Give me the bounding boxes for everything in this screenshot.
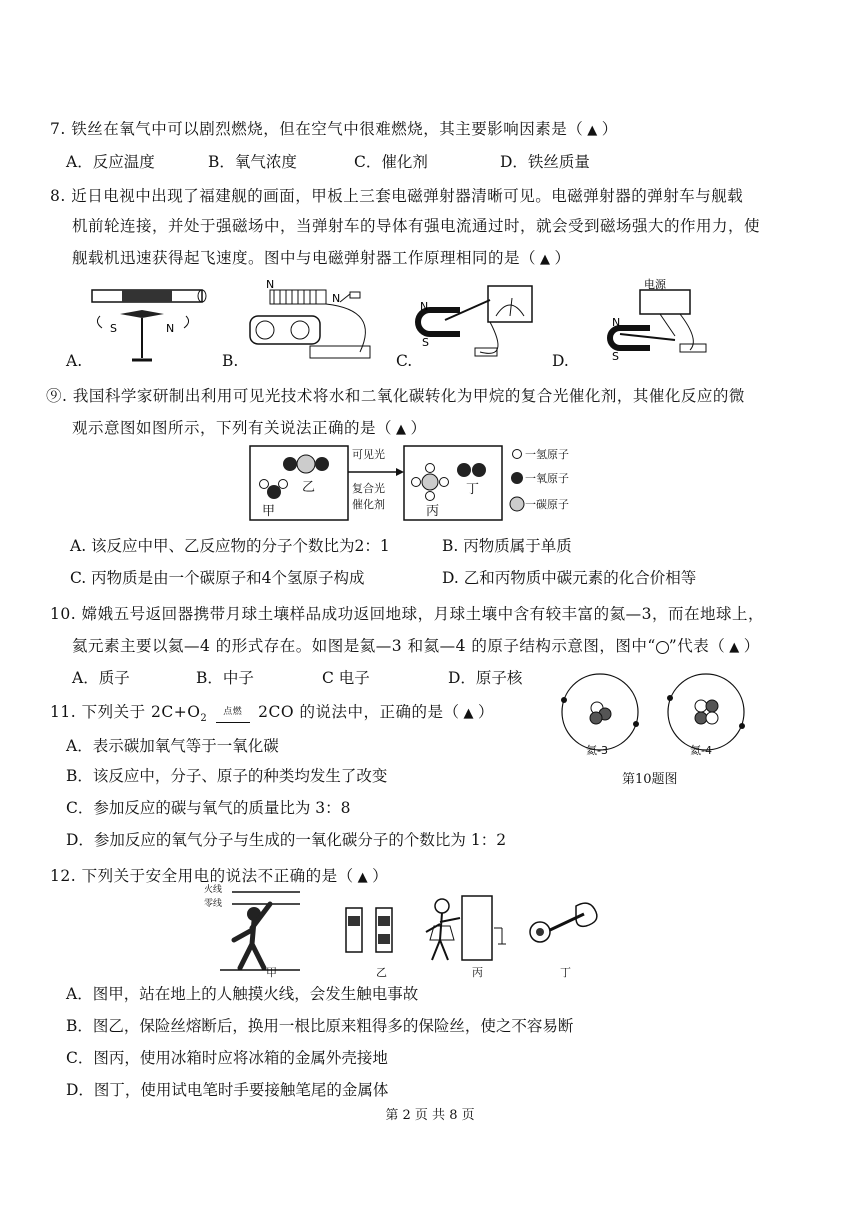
q8-fig-a-n-label: N xyxy=(166,322,175,335)
q10-close: ） xyxy=(743,637,760,655)
open-circle-icon xyxy=(656,641,669,654)
q9-line2 xyxy=(72,416,427,438)
q8-fig-b-n-label: N xyxy=(266,278,275,291)
q10-fig-caption: 第10题图 xyxy=(622,772,678,787)
q8-close: ） xyxy=(554,249,571,267)
q7-close: ） xyxy=(601,120,618,138)
q12-zero-label: 零线 xyxy=(204,899,223,909)
q12-option-a: A．图甲，站在地上的人触摸火线，会发生触电事故 xyxy=(66,985,419,1003)
fuse-box-icon xyxy=(346,908,392,952)
q10-line2 xyxy=(72,634,760,656)
q10-line2a-text: 氦元素主要以氦—4 的形式存在。如图是氦—3 和氦—4 的原子结构示意图，图中“ xyxy=(72,637,656,655)
q12-ding-label: 丁 xyxy=(560,966,571,979)
q12-option-c: C．图丙，使用冰箱时应将冰箱的金属外壳接地 xyxy=(66,1049,388,1067)
helium-4-atom-icon xyxy=(667,674,745,750)
q12-bing-label: 丙 xyxy=(472,966,483,979)
q9-catalyst-2: 复合光 xyxy=(352,482,385,495)
q9-legend-o: 一氧原子 xyxy=(525,472,569,485)
q8-fig-label-b: B. xyxy=(222,352,239,370)
answer-mark-icon: ▲ xyxy=(463,706,475,721)
q9-catalyst-3: 催化剂 xyxy=(352,498,385,511)
q7-stem xyxy=(50,117,618,139)
q10-option-c: C 电子 xyxy=(322,669,370,687)
q9-legend-c: 一碳原子 xyxy=(525,498,569,511)
q8-fig-label-a: A. xyxy=(66,352,83,370)
q12-option-d: D．图丁，使用试电笔时手要接触笔尾的金属体 xyxy=(66,1081,389,1099)
answer-mark-icon: ▲ xyxy=(540,252,551,267)
q11-option-a: A．表示碳加氧气等于一氧化碳 xyxy=(66,737,279,755)
q12-yi-label: 乙 xyxy=(376,966,387,979)
q11-option-d: D．参加反应的氧气分子与生成的一氧化碳分子的个数比为 1：2 xyxy=(66,831,507,849)
helium-3-atom-icon xyxy=(561,674,639,750)
q8-fig-c-galvanometer-icon xyxy=(418,286,532,356)
page-footer: 第 2 页 共 8 页 xyxy=(385,1108,475,1123)
q7-option-c: C．催化剂 xyxy=(354,153,428,171)
q11-condition: 点燃 xyxy=(223,706,243,717)
q9-jia-label: 甲 xyxy=(262,504,276,519)
q9-legend-h: 一氢原子 xyxy=(525,448,569,461)
q12-close: ） xyxy=(372,867,389,885)
q8-line2: 机前轮连接，并处于强磁场中，当弹射车的导体有强电流通过时，就会受到磁场强大的作用力，使 xyxy=(72,217,761,235)
q11-option-c: C．参加反应的碳与氧气的质量比为 3：8 xyxy=(66,799,351,817)
q8-fig-label-c: C. xyxy=(396,352,413,370)
q8-fig-d-s-label: S xyxy=(612,350,619,363)
q9-option-c: C. 丙物质是由一个碳原子和4个氢原子构成 xyxy=(70,569,365,587)
q9-ding-label: 丁 xyxy=(466,482,480,497)
q11-condition-arrow xyxy=(216,704,250,723)
q8-fig-d-n-label: N xyxy=(612,316,621,329)
q9-catalyst-1: 可见光 xyxy=(352,448,385,461)
q11-close: ） xyxy=(478,703,495,721)
q9-line2-text: 观示意图如图所示，下列有关说法正确的是（ xyxy=(72,419,393,437)
q10-option-a: A．质子 xyxy=(72,669,130,687)
q12-safety-figures xyxy=(204,884,624,974)
q7-option-a: A．反应温度 xyxy=(66,153,155,171)
q9-yi-label: 乙 xyxy=(302,480,316,495)
q11-stem xyxy=(50,700,494,724)
answer-mark-icon: ▲ xyxy=(587,123,598,138)
q12-option-b: B．图乙，保险丝熔断后，换用一根比原来粗得多的保险丝，使之不容易断 xyxy=(66,1017,574,1035)
q8-fig-c-n-label: N xyxy=(420,300,429,313)
q7-option-d: D．铁丝质量 xyxy=(500,153,590,171)
q10-option-d: D．原子核 xyxy=(448,669,523,687)
person-touching-wire-icon xyxy=(220,892,300,970)
q10-he4-label: 氦-4 xyxy=(690,744,712,757)
q9-line1: ⑨. 我国科学家研制出利用可见光技术将水和二氧化碳转化为甲烷的复合光催化剂，其催化反应的微 xyxy=(46,387,745,405)
q8-fig-a-s-label: S xyxy=(110,322,117,335)
q11-stem-pre: 11. 下列关于 2C+O xyxy=(50,703,201,721)
q8-line1: 8. 近日电视中出现了福建舰的画面，甲板上三套电磁弹射器清晰可见。电磁弹射器的弹射车与舰载 xyxy=(50,187,744,205)
answer-mark-icon: ▲ xyxy=(729,640,740,655)
q9-close: ） xyxy=(410,419,427,437)
q8-fig-label-d: D. xyxy=(552,352,569,370)
q11-stem-post: 2CO 的说法中，正确的是（ xyxy=(258,703,460,721)
q12-jia-label: 甲 xyxy=(266,966,277,979)
q7-option-b: B．氧气浓度 xyxy=(208,153,297,171)
q10-line2b-text: ”代表（ xyxy=(668,637,726,655)
q8-fig-b-electromagnet-icon xyxy=(250,290,370,358)
q7-stem-text: 7. 铁丝在氧气中可以剧烈燃烧，但在空气中很难燃烧，其主要影响因素是（ xyxy=(50,120,584,138)
q8-figures xyxy=(60,280,820,375)
q8-fig-c-s-label: S xyxy=(422,336,429,349)
q8-line3 xyxy=(72,246,571,268)
q12-stem-text: 12. 下列关于安全用电的说法不正确的是（ xyxy=(50,867,354,885)
answer-mark-icon: ▲ xyxy=(396,422,407,437)
q9-bing-label: 丙 xyxy=(426,504,440,519)
q8-fig-d-power-circuit-icon xyxy=(610,290,706,352)
q9-option-a: A. 该反应中甲、乙反应物的分子个数比为2：1 xyxy=(70,537,390,555)
refrigerator-grounding-icon xyxy=(426,896,506,960)
q11-option-b: B．该反应中，分子、原子的种类均发生了改变 xyxy=(66,767,388,785)
q10-line1: 10. 嫦娥五号返回器携带月球土壤样品成功返回地球，月球土壤中含有较丰富的氦—3，而在地球上， xyxy=(50,605,764,623)
q8-line3-text: 舰载机迅速获得起飞速度。图中与电磁弹射器工作原理相同的是（ xyxy=(72,249,537,267)
q9-option-d: D. 乙和丙物质中碳元素的化合价相等 xyxy=(442,569,697,587)
answer-mark-icon: ▲ xyxy=(357,870,369,885)
test-pen-icon xyxy=(530,903,597,942)
q9-option-b: B. 丙物质属于单质 xyxy=(442,537,572,555)
q11-subscript: 2 xyxy=(200,713,208,725)
q12-fire-label: 火线 xyxy=(204,885,223,895)
q10-he3-label: 氦-3 xyxy=(586,744,608,757)
q8-fig-b-n2-label: N xyxy=(332,292,341,305)
q8-fig-d-power-label: 电源 xyxy=(644,278,666,291)
q10-option-b: B．中子 xyxy=(196,669,254,687)
